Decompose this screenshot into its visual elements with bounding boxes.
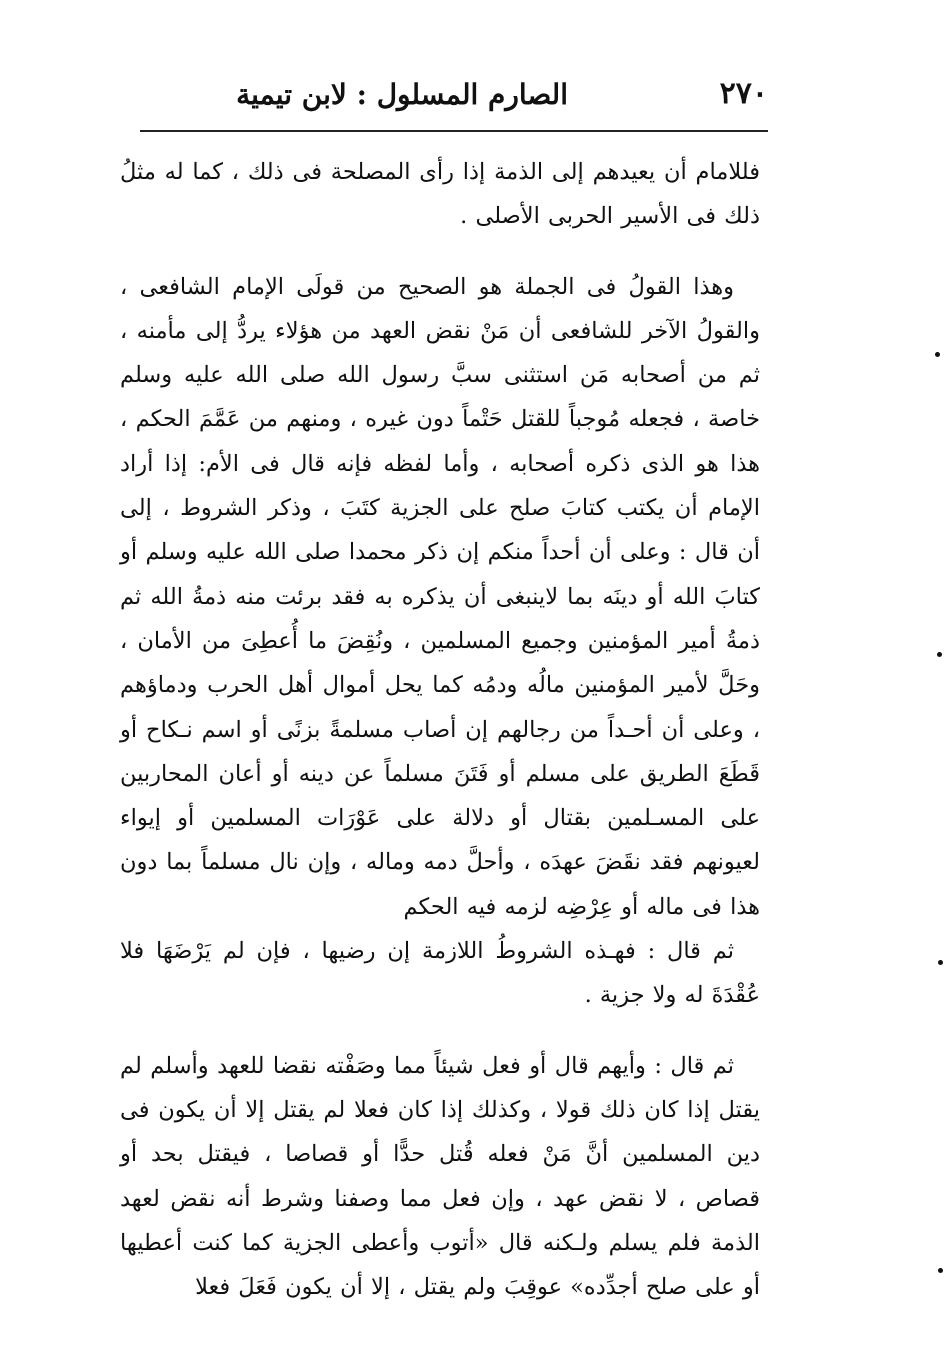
header-rule <box>140 130 768 132</box>
paragraph-1: فللامام أن يعيدهم إلى الذمة إذا رأى المصلحة فى ذلك ، كما له مثلُ ذلك فى الأسير الحربى الأصلى . <box>120 159 760 230</box>
paragraph-2: وهذا القولُ فى الجملة هو الصحيح من قولَى الإمام الشافعى ، والقولُ الآخر للشافعى أن مَنْ نقض العهد من هؤلاء يردُّ إلى مأمنه ، ثم من أصحابه مَن استثنى سبَّ رسول الله صلى الله عليه وسلم خاصة ، فجعله مُوجباً للقتل حَتْماً دون غيره ، ومنهم من عَمَّمَ الحكم ، هذا هو الذى ذكره أصحابه ، وأما لفظه فإنه قال فى الأم: إذا أراد الإمام أن يكتب كتابَ صلح على الجزية كتَبَ ، وذكر الشروط ، إلى أن قال : وعلى أن أحداً منكم إن ذكر محمدا صلى الله عليه وسلم أو كتابَ الله أو دينَه بما لاينبغى أن يذكره به فقد برئت منه ذمةُ الله ثم ذمةُ أمير المؤمنين وجميع المسلمين ، ونُقِضَ ما أُعطِىَ من الأمان ، وحَلَّ لأمير المؤمنين مالُه ودمُه كما يحل أموال أهل الحرب ودماؤهم ، وعلى أن أحـداً من رجالهم إن أصاب مسلمةً بزنًى أو اسم نـكاح أو قَطَعَ الطريق على مسلم أو فَتَنَ مسلماً عن دينه أو أعان المحاربين على المسـلمين بقتال أو دلالة على عَوْرَات المسلمين أو إيواء لعيونهم فقد نقَضَ عهدَه ، وأحلَّ دمه وماله ، وإن نال مسلماً بما دون هذا فى ماله أو عِرْضِه لزمه فيه الحكم <box>120 273 760 920</box>
paragraph-3: ثم قال : فهـذه الشروطُ اللازمة إن رضيها ، فإن لم يَرْضَهَا فلا عُقْدَةَ له ولا جزية . <box>120 938 760 1009</box>
body-text <box>120 150 760 1309</box>
margin-mark <box>938 960 943 965</box>
page-number: ٢٧٠ <box>719 76 768 111</box>
paragraph-4: ثم قال : وأيهم قال أو فعل شيئاً مما وصَفْته نقضا للعهد وأسلم لم يقتل إذا كان ذلك قولا ، وكذلك إذا كان فعلا لم يقتل إلا أن يكون فى دين المسلمين أنَّ مَنْ فعله قُتل حدًّا أو قصاصا ، فيقتل بحد أو قصاص ، لا نقض عهد ، وإن فعل مما وصفنا وشرط أنه نقض لعهد الذمة فلم يسلم ولـكنه قال «أتوب وأعطى الجزية كما كنت أعطيها أو على صلح أجدِّده» عوقِبَ ولم يقتل ، إلا أن يكون فَعَلَ فعلا <box>120 1052 760 1301</box>
margin-mark <box>938 1268 943 1273</box>
margin-mark <box>935 352 940 357</box>
page-header <box>140 70 768 130</box>
running-title: الصارم المسلول : لابن تيمية <box>236 78 568 111</box>
margin-mark <box>937 652 942 657</box>
